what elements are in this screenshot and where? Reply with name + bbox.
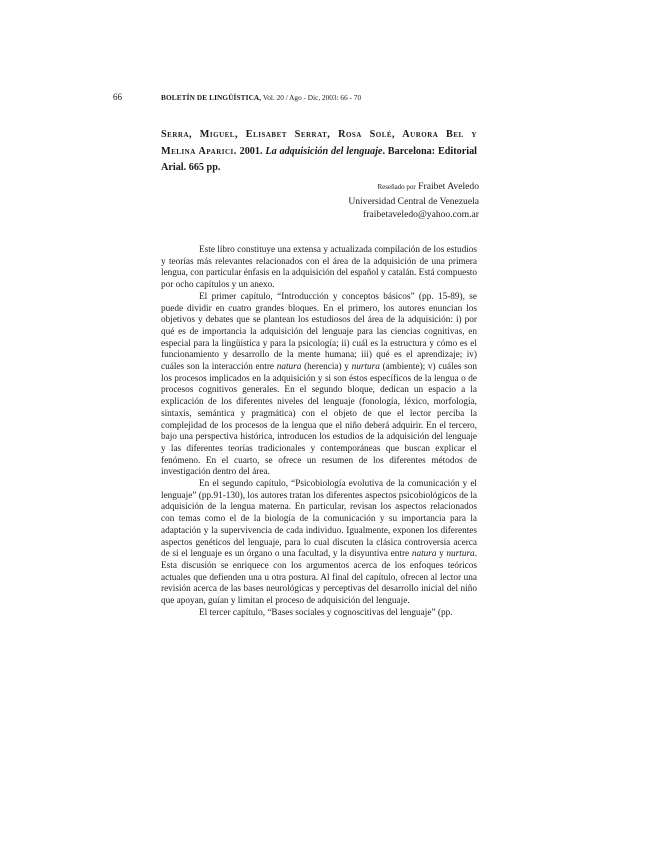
paragraph-2 [161,292,477,479]
issue-info: Vol. 20 / Ago - Dic, 2003: 66 - 70 [261,93,362,102]
term-nurtura: nurtura [351,362,380,373]
journal-name: BOLETÍN DE LINGÜÍSTICA, [161,93,262,102]
reviewer-email: fraibetaveledo@yahoo.com.ar [363,209,479,220]
reviewer-institution: Universidad Central de Venezuela [348,195,479,207]
paragraph-2-text-b: (herencia) y [301,362,352,373]
page-number: 66 [113,92,122,102]
paragraph-3-text-b: y [436,549,447,560]
paragraph-3 [161,479,477,608]
reviewer-block [348,180,479,222]
citation-title: La adquisición del lenguaje [265,145,383,157]
paragraph-2-text-c: (ambiente); v) cuáles son los procesos implicados en la adquisición y si son éstos específicos de la lengua o de procesos cognitivos generales. En el segundo bloque, dedican un espacio a la explicación de los diferentes niveles del lenguaje (fonología, léxico, morfología, sintaxis, semántica y pragmática) con el objeto de que el lector perciba la complejidad de los procesos de la lengua que el niño deberá adquirir. En el tercero, bajo una perspectiva histórica, introducen los estudios de la adquisición del lenguaje y las diferentes teorías tradicionales y contemporáneas que buscan explicar el fenómeno. En el cuarto, se ofrece un resumen de los diferentes métodos de investigación dentro del área. [161,362,477,478]
term-natura: natura [276,362,302,373]
paragraph-3-text-a: En el segundo capítulo, “Psicobiología evolutiva de la comunicación y el lenguaje” (pp.91-130), los autores tratan los diferentes aspectos psicobiológicos de la adquisición de la lengua materna. En particular, revisan los aspectos relacionados con temas como el de la biología de la comunicación y su importancia para la adaptación y la supervivencia de cada individuo. Igualmente, exponen los diferentes aspectos genéticos del lenguaje, para lo cual discuten la clásica controversia acerca de si el lenguaje es un órgano o una facultad, y la disyuntiva entre [161,479,477,560]
citation-year: 2001. [236,145,266,157]
reviewer-label: Reseñado por [377,183,416,191]
review-body [161,245,477,620]
paragraph-2-text-a: El primer capítulo, “Introducción y conceptos básicos” (pp. 15-89), se puede dividir en cuatro grandes bloques. En el primero, los autores enuncian los objetivos y debates que se plantean los estudiosos del área de la adquisición: i) por qué es de importancia la adquisición del lenguaje para las ciencias cognitivas, en especial para la lingüística y para la psicología; ii) cuál es la estructura y cómo es el funcionamiento y desarrollo de la mente humana; iii) qué es el aprendizaje; iv) cuáles son la interacción entre [161,291,477,373]
running-header [161,93,361,102]
term-nurtura: nurtura [446,549,475,560]
reviewer-line [348,180,479,195]
reviewer-name: Fraibet Aveledo [415,181,479,192]
citation-authors: Serra, Miguel, Elisabet Serrat, Rosa Solé, Aurora Bel y Melina Aparici. [161,129,477,157]
paragraph-4: El tercer capítulo, “Bases sociales y cognoscitivas del lenguaje” (pp. [199,607,453,618]
book-citation [161,127,477,177]
term-natura: natura [411,549,437,560]
paragraph-1: Este libro constituye una extensa y actualizada compilación de los estudios y teorías más relevantes relacionados con el área de la adquisición de una primera lengua, con particular énfasis en la adquisición del español y catalán. Está compuesto por ocho capítulos y un anexo. [161,245,477,291]
paragraph-3-text-c: . Esta discusión se enriquece con los argumentos acerca de los enfoques teóricos actuales que defienden una u otra postura. Al final del capítulo, ofrecen al lector una revisión acerca de las bases neurológicas y perceptivas del desarrollo inicial del niño que apoyan, guían y limitan el proceso de adquisición del lenguaje. [161,549,477,607]
citation-publisher: . Barcelona: Editorial Arial. 665 pp. [161,145,478,173]
